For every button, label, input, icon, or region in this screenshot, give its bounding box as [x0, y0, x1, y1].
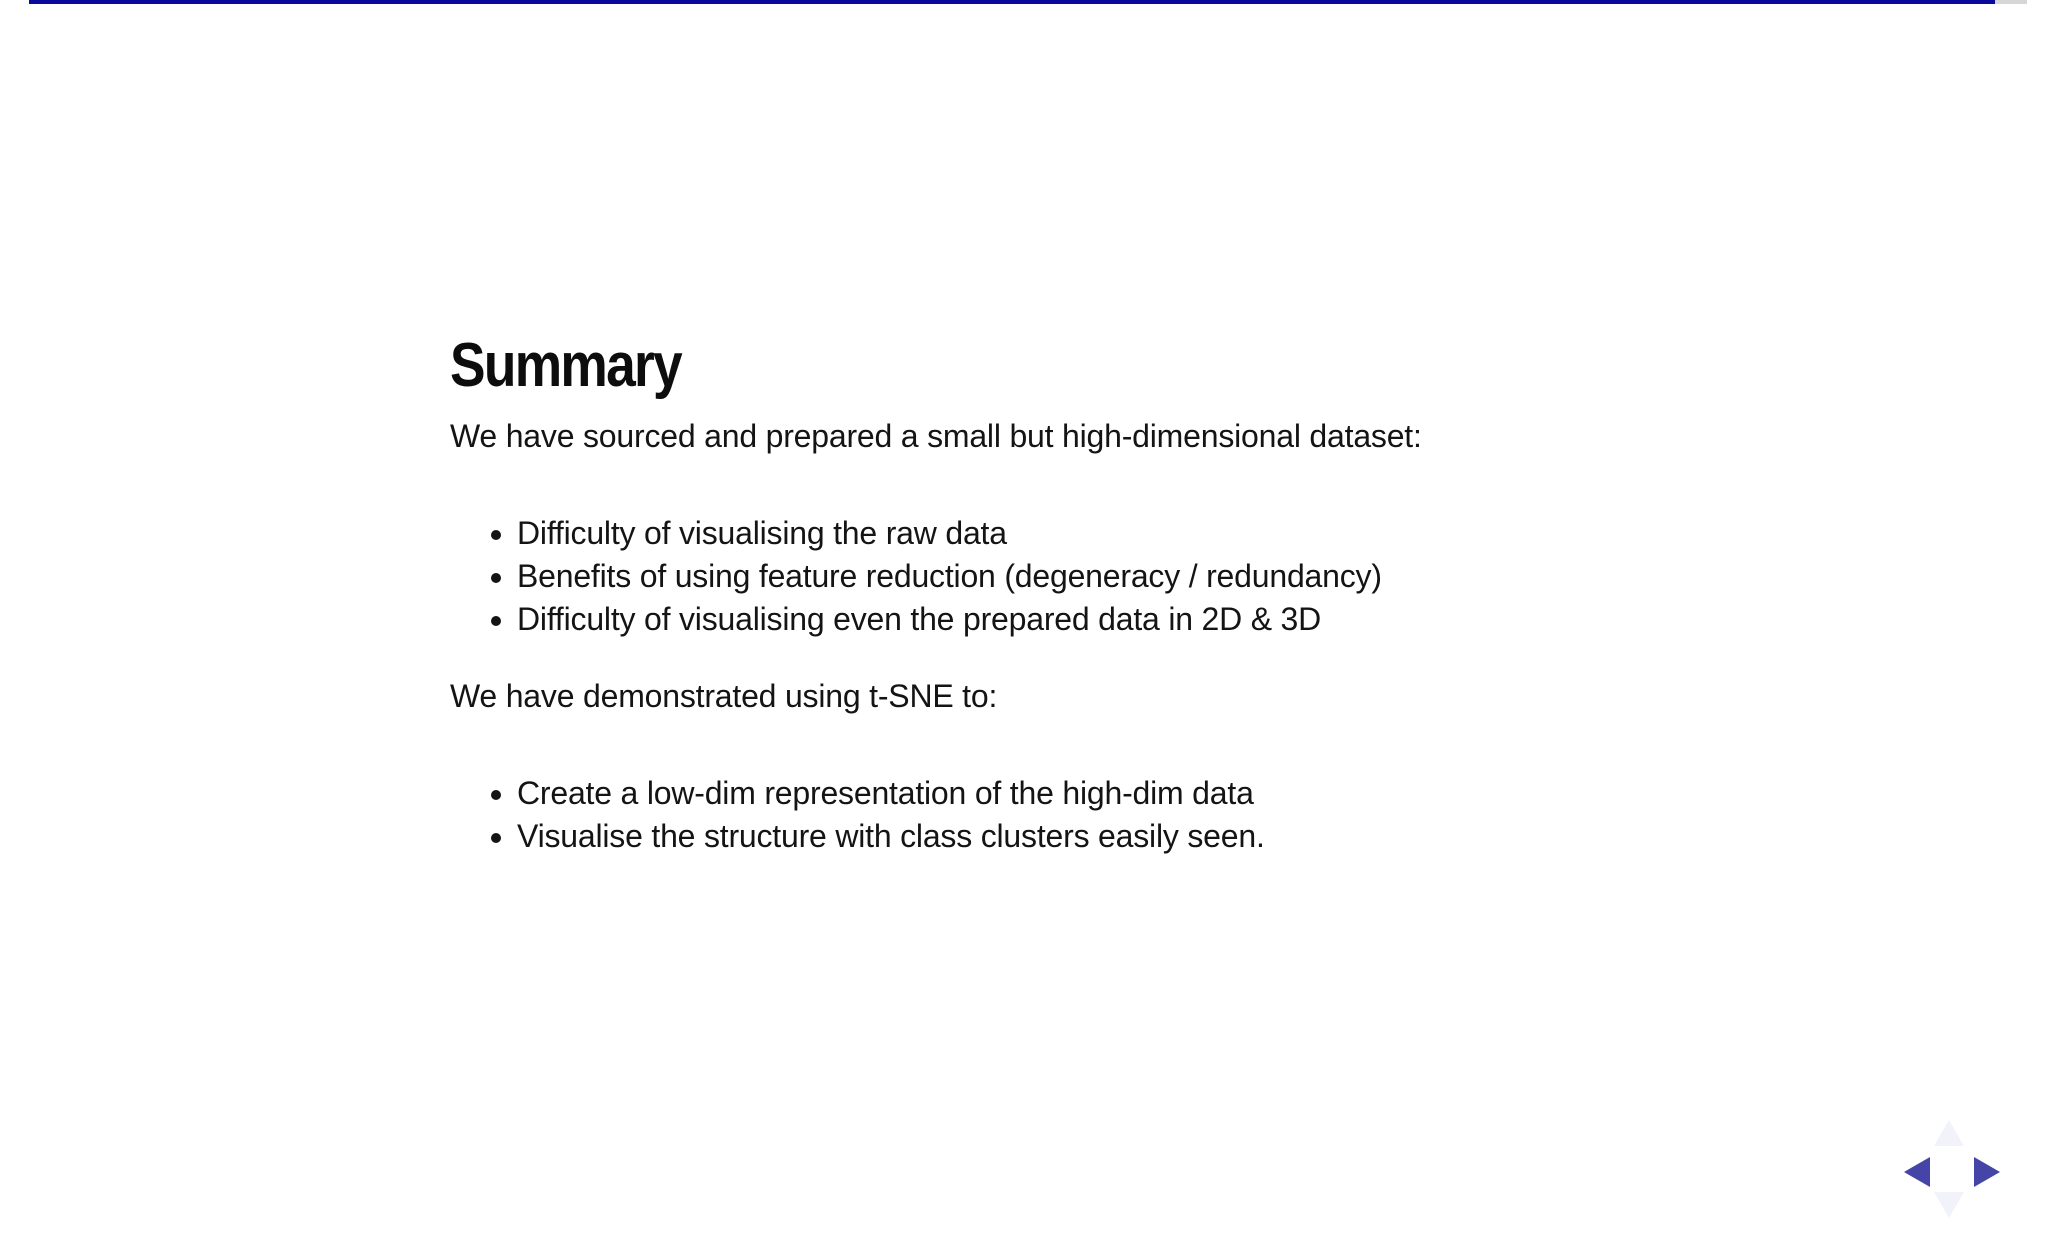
tsne-points-list [450, 772, 1650, 858]
dataset-points-list [450, 512, 1650, 641]
tsne-intro-text: We have demonstrated using t-SNE to: [450, 678, 998, 714]
list-item: • Difficulty of visualising the raw data [517, 512, 1650, 555]
progress-bar-fill [29, 0, 1995, 4]
list-item: • Visualise the structure with class clusters easily seen. [517, 815, 1650, 858]
arrow-left-icon[interactable] [1904, 1157, 1930, 1187]
list-item: • Difficulty of visualising even the prepared data in 2D & 3D [517, 598, 1650, 641]
list-item: • Create a low-dim representation of the high-dim data [517, 772, 1650, 815]
arrow-up-icon [1934, 1120, 1964, 1146]
slide-title: Summary [450, 331, 681, 400]
arrow-right-icon[interactable] [1974, 1157, 2000, 1187]
slide [450, 330, 1650, 858]
progress-bar [29, 0, 2027, 4]
intro-text: We have sourced and prepared a small but high-dimensional dataset: [450, 418, 1422, 454]
list-item: • Benefits of using feature reduction (degeneracy / redundancy) [517, 555, 1650, 598]
arrow-down-icon [1934, 1192, 1964, 1218]
slide-navigation [1894, 1118, 2008, 1228]
